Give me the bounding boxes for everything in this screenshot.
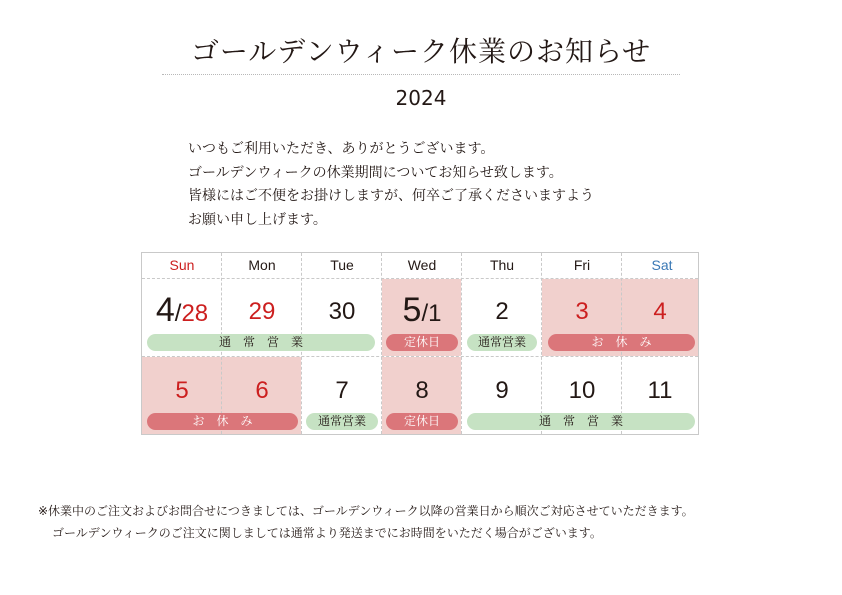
date-month: 5 — [402, 291, 422, 329]
date-may2: 2 — [495, 298, 509, 325]
status-regular-closed-pill: 定休日 — [386, 334, 458, 351]
footnote-line: ゴールデンウィークのご注文に関しましては通常より発送までにお時間をいただく場合がございます。 — [52, 526, 602, 540]
date-may8: 8 — [415, 377, 429, 404]
date-may1 — [382, 291, 462, 330]
weekday-wed: Wed — [407, 257, 437, 273]
date-apr29: 29 — [248, 298, 276, 325]
column-divider — [461, 253, 462, 434]
weekday-mon: Mon — [248, 257, 276, 273]
weekday-fri: Fri — [573, 257, 591, 273]
column-divider — [541, 253, 542, 434]
intro-line: お願い申し上げます。 — [188, 211, 327, 228]
intro-text — [188, 138, 594, 232]
page-title: ゴールデンウィーク休業のお知らせ — [190, 35, 652, 68]
holiday-calendar — [141, 252, 699, 435]
weekday-thu: Thu — [489, 257, 515, 273]
status-closed-pill: お 休 み — [548, 334, 695, 351]
date-day: 1 — [428, 300, 442, 327]
intro-line: 皆様にはご不便をお掛けしますが、何卒ご了承くださいますよう — [188, 188, 594, 204]
footnote — [38, 500, 694, 544]
status-regular-closed-pill: 定休日 — [386, 413, 458, 430]
intro-line: ゴールデンウィークの休業期間についてお知らせ致します。 — [188, 164, 563, 181]
date-may6: 6 — [255, 377, 269, 404]
footnote-line: ※休業中のご注文およびお問合せにつきましては、ゴールデンウィーク以降の営業日から順次ご対応させていただきます。 — [38, 504, 694, 518]
date-may4: 4 — [653, 298, 667, 325]
weekday-sat: Sat — [651, 257, 673, 273]
date-may7: 7 — [335, 377, 349, 404]
weekday-sun: Sun — [169, 257, 195, 273]
week-divider — [142, 356, 698, 357]
header-divider — [142, 278, 698, 279]
date-may10: 10 — [568, 377, 596, 404]
status-open-pill: 通常営業 — [467, 334, 537, 351]
status-open-pill: 通常営業 — [306, 413, 378, 430]
column-divider — [381, 253, 382, 434]
year-label: 2024 — [395, 86, 447, 110]
date-may9: 9 — [495, 377, 509, 404]
date-apr30: 30 — [328, 298, 356, 325]
date-may5: 5 — [175, 377, 189, 404]
status-open-pill: 通 常 営 業 — [147, 334, 375, 351]
weekday-tue: Tue — [330, 257, 354, 273]
status-closed-pill: お 休 み — [147, 413, 298, 430]
date-month: 4 — [155, 291, 175, 329]
date-may3: 3 — [575, 298, 589, 325]
status-open-pill: 通 常 営 業 — [467, 413, 695, 430]
date-apr28 — [142, 291, 222, 330]
date-day: 28 — [181, 300, 209, 327]
date-separator: / — [174, 300, 182, 327]
date-separator: / — [421, 300, 429, 327]
title-divider — [162, 74, 680, 75]
intro-line: いつもご利用いただき、ありがとうございます。 — [188, 141, 495, 157]
date-may11: 11 — [647, 377, 673, 404]
